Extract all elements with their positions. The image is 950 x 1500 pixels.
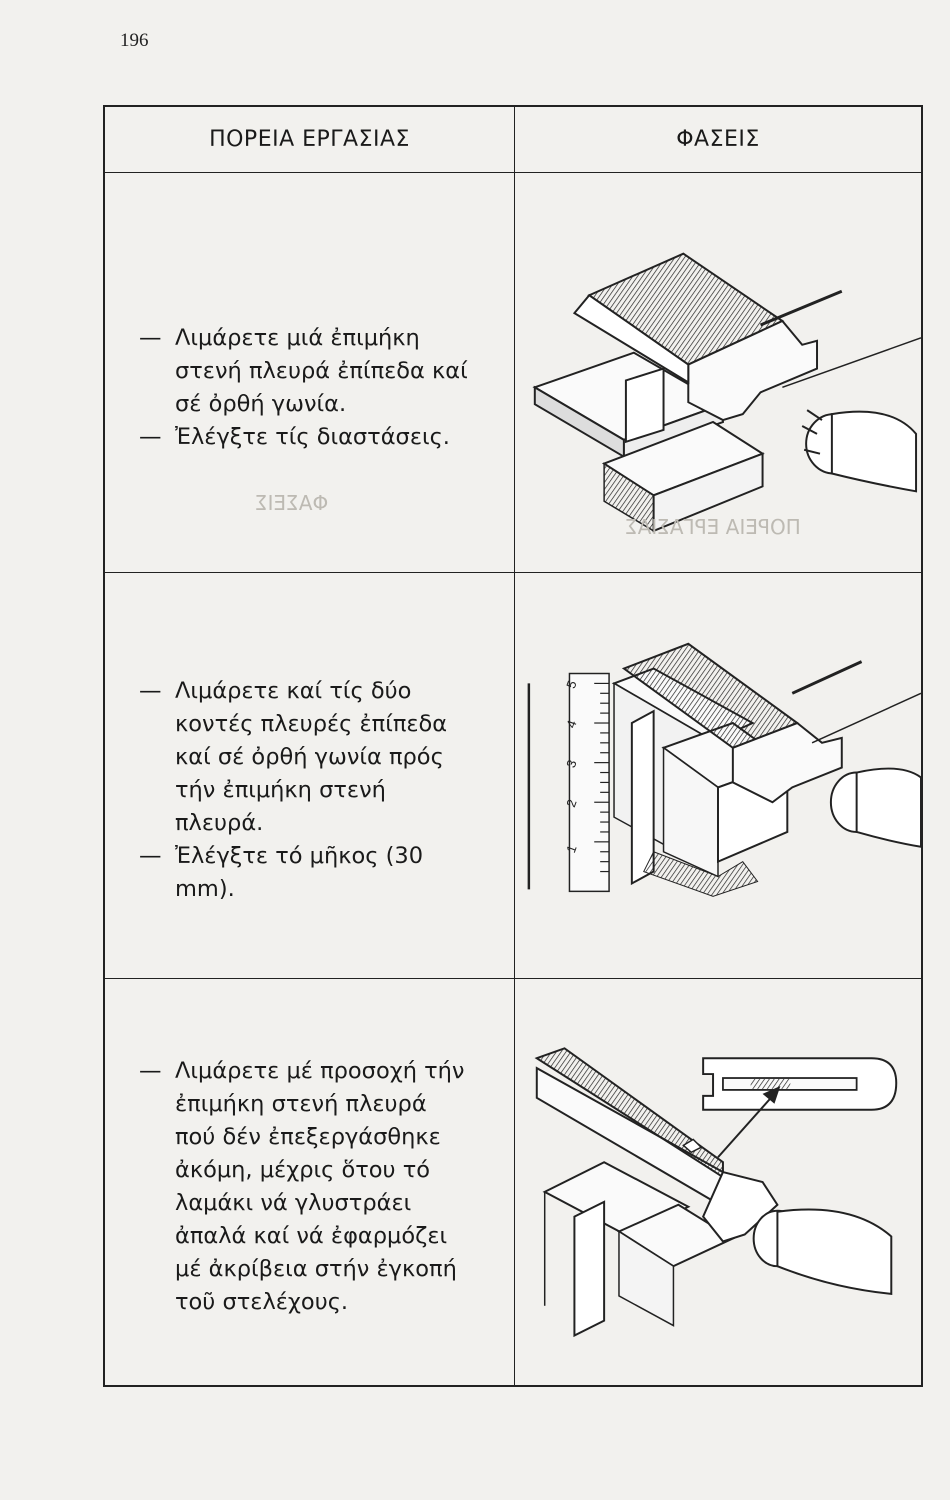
file-short-edges-with-ruler-illustration [515,573,921,978]
step-2-instruction-1: — Λιμάρετε καί τίς δύο κοντές πλευρές ἐπίπεδα καί σέ ὀρθή γωνία πρός τήν ἐπιμήκη στενή πλευρά. [139,675,474,840]
step-2-phase-cell [515,573,921,979]
dash-bullet: — [139,678,162,704]
bleed-through-header: ΠΟΡΕΙΑ ΕΡΓΑΣΙΑΣ [625,515,801,539]
step-2-text-cell [105,573,515,979]
step-3-text-cell [105,979,515,1385]
dash-bullet: — [139,423,162,450]
file-on-long-edge-illustration [515,173,921,572]
dash-bullet: — [139,843,162,869]
step-1-instruction-2: — Ἐλέγξτε τίς διαστάσεις. [139,421,474,454]
step-2-instruction-2: — Ἐλέγξτε τό μῆκος (30 mm). [139,840,474,906]
step-1-instruction-1: — Λιμάρετε μιά ἐπιμήκη στενή πλευρά ἐπίπεδα καί σέ ὀρθή γωνία. [139,322,474,421]
step-3-phase-cell [515,979,921,1385]
header-procedure: ΠΟΡΕΙΑ ΕΡΓΑΣΙΑΣ [105,107,515,173]
dash-bullet: — [139,324,162,351]
bleed-through-header: ΦΑΣΕΙΣ [255,491,329,515]
header-phases: ΦΑΣΕΙΣ [515,107,921,173]
step-1-text-cell [105,173,515,573]
ruler-tick-label: 4 [563,718,580,730]
ruler-tick-label: 5 [563,678,580,691]
step-1-phase-cell [515,173,921,573]
dash-bullet: — [139,1058,162,1084]
procedure-table [103,105,923,1387]
file-fit-into-slot-illustration [515,979,921,1385]
step-3-instruction-1: — Λιμάρετε μέ προσοχή τήν ἐπιμήκη στενή πλευρά πού δέν ἐπεξεργάσθηκε ἀκόμη, μέχρις ὅτου τό λαμάκι νά γλυστράει ἀπαλά καί νά ἐφαρμόζει μέ ἀκρίβεια στήν ἐγκοπή τοῦ στελέχους. [139,1055,474,1319]
page-number: 196 [120,30,149,51]
ruler-tick-label: 2 [563,797,580,810]
ruler-tick-label: 1 [563,842,580,855]
ruler-tick-label: 3 [563,757,580,770]
